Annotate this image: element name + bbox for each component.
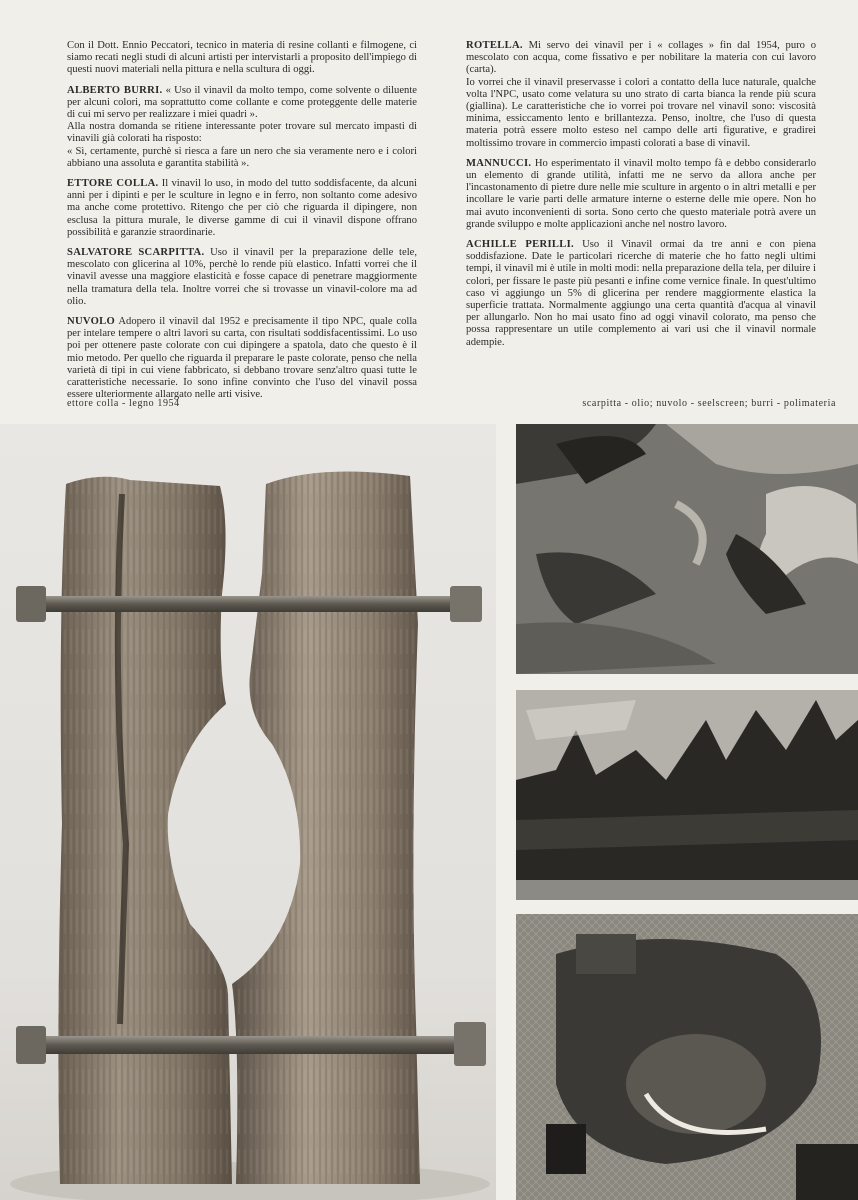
perilli-name: ACHILLE PERILLI. [466,239,574,251]
nuvolo-silkscreen-illustration [516,690,858,900]
colla-paragraph [67,178,417,239]
nuvolo-paragraph [67,316,417,401]
nuvolo-name: NUVOLO [67,316,116,328]
scarpitta-text: Uso il vinavil per la preparazione delle tele, mescolato con glicerina al 10%, perchè lo rende più elastico. Infatti vorrei che il vinavil avesse una maggiore elasticità e fosse capace di penetrare maggiormente nella tramatura della tela. Inoltre vorrei che si trovasse un vinavil-colore ma ad olio. [67,247,417,307]
burri-paragraph [67,85,417,122]
intro-paragraph: Con il Dott. Ennio Peccatori, tecnico in materia di resine collanti e filmogene, ci siamo recati negli studi di alcuni artisti per intervistarli a proposito dell'impiego di questi nuovi materiali nella pittura e nella scultura di oggi. [67,40,417,76]
perilli-paragraph [466,239,816,349]
rotella-name: ROTELLA. [466,40,523,51]
burri-polimateria [516,914,858,1200]
text-column-left [67,40,417,409]
scarpitta-paragraph [67,247,417,308]
burri-text: « Uso il vinavil da molto tempo, come solvente o diluente per alcuni colori, ma soprattutto come collante e come proteggente delle materie di cui mi servo per realizzare i miei quadri ». [67,84,417,121]
rotella-paragraph-2: Io vorrei che il vinavil preservasse i colori a contatto della luce naturale, qualche volta l'NPC, usato come velatura su uno strato di carta bianca la rende più scura (giallina). Le caratteristiche che io vorrei poi trovare nel vinavil sono: viscosità minima, essiccamento lento e brillantezza. Penso, inoltre, che l'uso di questa materia potrà essere molto esteso nel campo delle arti figurative, e gradirei moltissimo trovare in commercio impasti colorati a base di vinavil. [466,76,816,149]
burri-question: Alla nostra domanda se ritiene interessante poter trovare sul mercato impasti di vinavili già colorati ha risposto: [67,121,417,145]
rotella-text: Mi servo dei vinavil per i « collages » fin dal 1954, puro o mescolato con acqua, come fissativo e per nobilitare la materia con cui lavoro (carta). [466,40,816,76]
perilli-text: Uso il Vinavil ormai da tre anni e con piena soddisfazione. Date le particolari ricerche di materie che ho fatto negli ultimi tempi, il vinavil mi è utile in molti modi: nella preparazione della tela, per diluire i colori, per fissare le paste più pesanti e infine come vernice finale. In quest'ultimo caso vi aggiungo un 5% di glicerina per rendere maggiormente elastica la superficie trattata. Normalmente aggiungo una certa quantità d'acqua al vinavil per allungarlo. Non ho mai usato fino ad oggi vinavil colorato, ma penso che possa rappresentare un utile complemento ai vari usi che il vinavil normale adempie. [466,239,816,348]
sculpture-illustration [0,424,496,1200]
caption-right: scarpitta - olio; nuvolo - seelscreen; burri - polimateria [582,398,836,409]
mannucci-paragraph [466,158,816,231]
nuvolo-text: Adopero il vinavil dal 1952 e precisamente il tipo NPC, quale colla per intelare tempere o altri lavori su carta, con risultati soddisfacentissimi. Lo uso poi per ottenere paste colorate con cui dipingere a spatola, dato che questo è il mio metodo. Per quello che riguarda il preparare le paste colorate, penso che nella varietà di tipi in cui viene fabbricato, si debbano trovare senz'altro quasi tutte le caratteristiche necessarie. Io sono infine convinto che l'uso del vinavil possa essere ulteriormente allargato nelle arti visive. [67,316,417,401]
scarpitta-name: SALVATORE SCARPITTA. [67,247,205,259]
colla-text: Il vinavil lo uso, in modo del tutto soddisfacente, da alcuni anni per i dipinti e per le sculture in legno e in ferro, non soltanto come adesivo ma anche come protettivo. Ritengo che per ciò che riguarda il dipingere, non esclusa la pittura murale, le diverse gamme di cui il vinavil dispone offrano possibilità e garanzie straordinarie. [67,178,417,238]
text-column-right [466,40,816,357]
mannucci-name: MANNUCCI. [466,157,532,169]
rotella-paragraph [466,40,816,77]
mannucci-text: Ho esperimentato il vinavil molto tempo fà e debbo considerarlo un elemento di grande utilità, infatti me ne servo da allora anche per l'incastonamento di pietre dure nelle mie sculture in argento o in altri metalli e per incollare le varie parti delle armature interne o esterne delle mie opere. Non ho mai avuto inconvenienti di sorta. Sono certo che questo materiale potrà avere un grande sviluppo e molte applicazioni anche nel nostro lavoro. [466,157,816,230]
wooden-sculpture-photo [0,424,496,1200]
nuvolo-silkscreen [516,690,858,900]
burri-answer: « Sì, certamente, purchè si riesca a fare un nero che sia veramente nero e i colori abbiano una assoluta e garantita stabilità ». [67,145,417,169]
caption-left: ettore colla - legno 1954 [67,398,180,409]
scarpitta-oil-painting [516,424,858,674]
burri-name: ALBERTO BURRI. [67,84,163,96]
colla-name: ETTORE COLLA. [67,178,159,190]
burri-polimateria-illustration [516,914,858,1200]
scarpitta-painting-illustration [516,424,858,674]
